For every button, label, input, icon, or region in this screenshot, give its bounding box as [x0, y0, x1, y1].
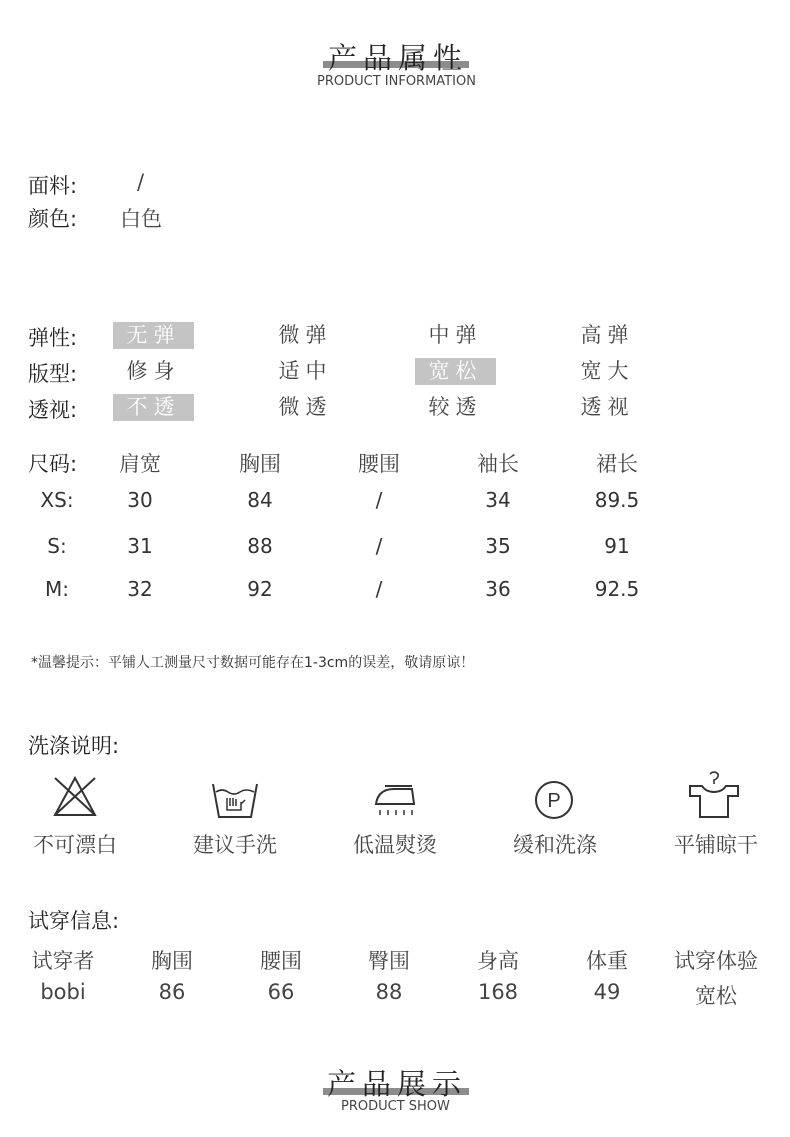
size-cell: 92.5 [594, 577, 640, 601]
attribute-option-selected: 不透 [113, 394, 194, 421]
material-label: 面料: [28, 174, 78, 198]
flat-dry-icon [688, 770, 740, 820]
size-cell: 35 [485, 534, 511, 558]
low-iron-icon [372, 780, 418, 820]
attribute-label: 版型: [28, 362, 78, 386]
attribute-option: 微透 [278, 395, 333, 419]
attribute-option: 适中 [278, 359, 333, 383]
material-value: / [137, 170, 145, 194]
attribute-option: 微弹 [278, 323, 333, 347]
page-subtitle: PRODUCT INFORMATION [317, 74, 476, 89]
tryon-value: 49 [593, 980, 621, 1004]
size-cell: 92 [247, 577, 273, 601]
wash-label: 低温熨烫 [353, 833, 437, 857]
page-title: 产品属性 [328, 41, 469, 75]
size-cell: / [375, 488, 383, 512]
no-bleach-icon [53, 775, 97, 817]
wash-label: 缓和洗涤 [513, 833, 597, 857]
size-cell: 91 [604, 534, 630, 558]
tryon-header: 胸围 [151, 949, 193, 973]
tryon-value: 66 [267, 980, 295, 1004]
size-cell: / [375, 534, 383, 558]
size-cell: 30 [127, 488, 153, 512]
size-column-header: 腰围 [358, 452, 400, 476]
attribute-label: 透视: [28, 398, 78, 422]
tryon-value: 168 [477, 980, 519, 1004]
size-column-header: 裙长 [596, 452, 638, 476]
footer-title: 产品展示 [327, 1067, 468, 1101]
washing-title: 洗涤说明: [28, 734, 120, 758]
tryon-value: 宽松 [695, 984, 737, 1008]
tryon-header: 腰围 [260, 949, 302, 973]
size-row-label: S: [47, 534, 67, 558]
attribute-option: 宽大 [580, 359, 635, 383]
tryon-value: 88 [375, 980, 403, 1004]
size-cell: 89.5 [594, 488, 640, 512]
size-label: 尺码: [28, 452, 78, 476]
size-cell: 84 [247, 488, 273, 512]
wash-label: 建议手洗 [193, 833, 277, 857]
attribute-option: 修身 [126, 359, 181, 383]
size-cell: 31 [127, 534, 153, 558]
attribute-label: 弹性: [28, 326, 78, 350]
attribute-option: 较透 [428, 395, 483, 419]
tryon-header: 身高 [477, 949, 519, 973]
size-row-label: M: [45, 577, 69, 601]
svg-text:P: P [547, 790, 561, 812]
attribute-option: 高弹 [580, 323, 635, 347]
hand-wash-icon [211, 780, 259, 820]
wash-label: 平铺晾干 [674, 833, 758, 857]
attribute-option: 透视 [580, 395, 635, 419]
attribute-option: 中弹 [428, 323, 483, 347]
tryon-value: bobi [40, 980, 86, 1004]
wash-label: 不可漂白 [33, 833, 117, 857]
size-column-header: 袖长 [477, 452, 519, 476]
size-cell: 32 [127, 577, 153, 601]
size-cell: 34 [485, 488, 511, 512]
dry-clean-p-icon [534, 780, 574, 820]
size-row-label: XS: [40, 488, 74, 512]
attribute-option-selected: 无弹 [113, 322, 194, 349]
tryon-header: 体重 [586, 949, 628, 973]
color-value: 白色 [120, 207, 162, 231]
color-label: 颜色: [28, 207, 78, 231]
tryon-title: 试穿信息: [28, 909, 120, 933]
size-column-header: 肩宽 [119, 452, 161, 476]
tryon-header: 臀围 [368, 949, 410, 973]
tryon-header: 试穿者 [31, 949, 95, 973]
size-cell: 36 [485, 577, 511, 601]
size-cell: 88 [247, 534, 273, 558]
size-column-header: 胸围 [239, 452, 281, 476]
footer-subtitle: PRODUCT SHOW [341, 1099, 450, 1114]
measurement-note: *温馨提示：平铺人工测量尺寸数据可能存在1-3cm的误差，敬请原谅！ [31, 655, 475, 671]
tryon-value: 86 [158, 980, 186, 1004]
attribute-option-selected: 宽松 [415, 358, 496, 385]
tryon-header: 试穿体验 [674, 949, 758, 973]
size-cell: / [375, 577, 383, 601]
